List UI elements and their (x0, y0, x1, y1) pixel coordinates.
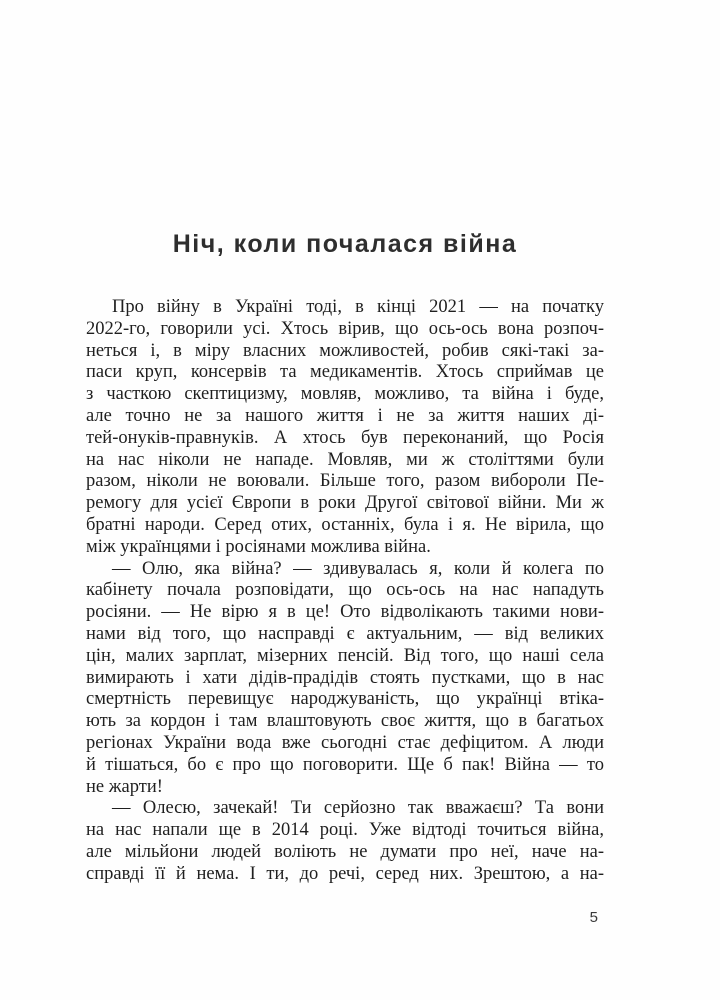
text-line: між українцями і росіянами можлива війна. (86, 536, 431, 557)
text-line: але мільйони людей воліють не думати про неї, наче на- (86, 841, 604, 862)
text-line: справді її й нема. І ти, до речі, серед них. Зрештою, а на- (86, 863, 604, 884)
text-line: — Олесю, зачекай! Ти серйозно так вважаєш? Та вони (112, 798, 604, 819)
text-line: смертність перевищує народжуваність, що українці втіка- (86, 689, 604, 710)
text-line: регіонах України вода вже сьогодні стає дефіцитом. А люди (86, 732, 604, 753)
text-line: на нас ніколи не нападе. Мовляв, ми ж століттями були (86, 449, 604, 470)
text-line: росіяни. — Не вірю я в це! Ото відволікають такими нови- (86, 602, 604, 623)
body-text (86, 297, 604, 886)
text-line: — Олю, яка війна? — здивувалась я, коли й колега по (112, 558, 604, 579)
text-line: на нас напали ще в 2014 році. Уже відтоді точиться війна, (86, 820, 604, 841)
paragraph (86, 297, 604, 559)
text-line: тей-онуків-правнуків. А хтось був переконаний, що Росія (86, 427, 604, 448)
text-line: ремогу для усієї Європи в роки Другої світової війни. Ми ж (86, 493, 604, 514)
text-line: цін, малих зарплат, мізерних пенсій. Від того, що наші села (86, 645, 604, 666)
paragraph (86, 798, 604, 885)
text-line: Про війну в Україні тоді, в кінці 2021 — на початку (112, 297, 604, 317)
text-line: кабінету почала розповідати, що ось-ось на нас нападуть (86, 580, 604, 601)
page-number: 5 (589, 909, 598, 926)
text-line: й тішаться, бо є про що поговорити. Ще б пак! Війна — то (86, 754, 604, 775)
text-line: з часткою скептицизму, мовляв, можливо, та війна і буде, (86, 384, 604, 405)
text-line: братні народи. Серед отих, останніх, була і я. Не вірила, що (86, 514, 604, 535)
text-line: 2022-го, говорили усі. Хтось вірив, що ось-ось вона розпоч- (86, 318, 604, 339)
text-line: паси круп, консервів та медикаментів. Хтось сприймав це (86, 362, 604, 383)
text-line: ють за кордон і там влаштовують своє життя, що в багатьох (86, 711, 604, 732)
text-line: неться і, в міру власних можливостей, робив сякі-такі за- (86, 340, 604, 361)
text-line: разом, ніколи не воювали. Більше того, разом вибороли Пе- (86, 471, 604, 492)
text-line: нами від того, що насправді є актуальним, — від великих (86, 623, 604, 644)
text-line: вимирають і хати дідів-прадідів стоять пустками, що в нас (86, 667, 604, 688)
text-line: не жарти! (86, 776, 163, 797)
text-line: але точно не за нашого життя і не за життя наших ді- (86, 405, 604, 426)
chapter-title: Ніч, коли почалася війна (172, 230, 518, 258)
paragraph (86, 559, 604, 799)
